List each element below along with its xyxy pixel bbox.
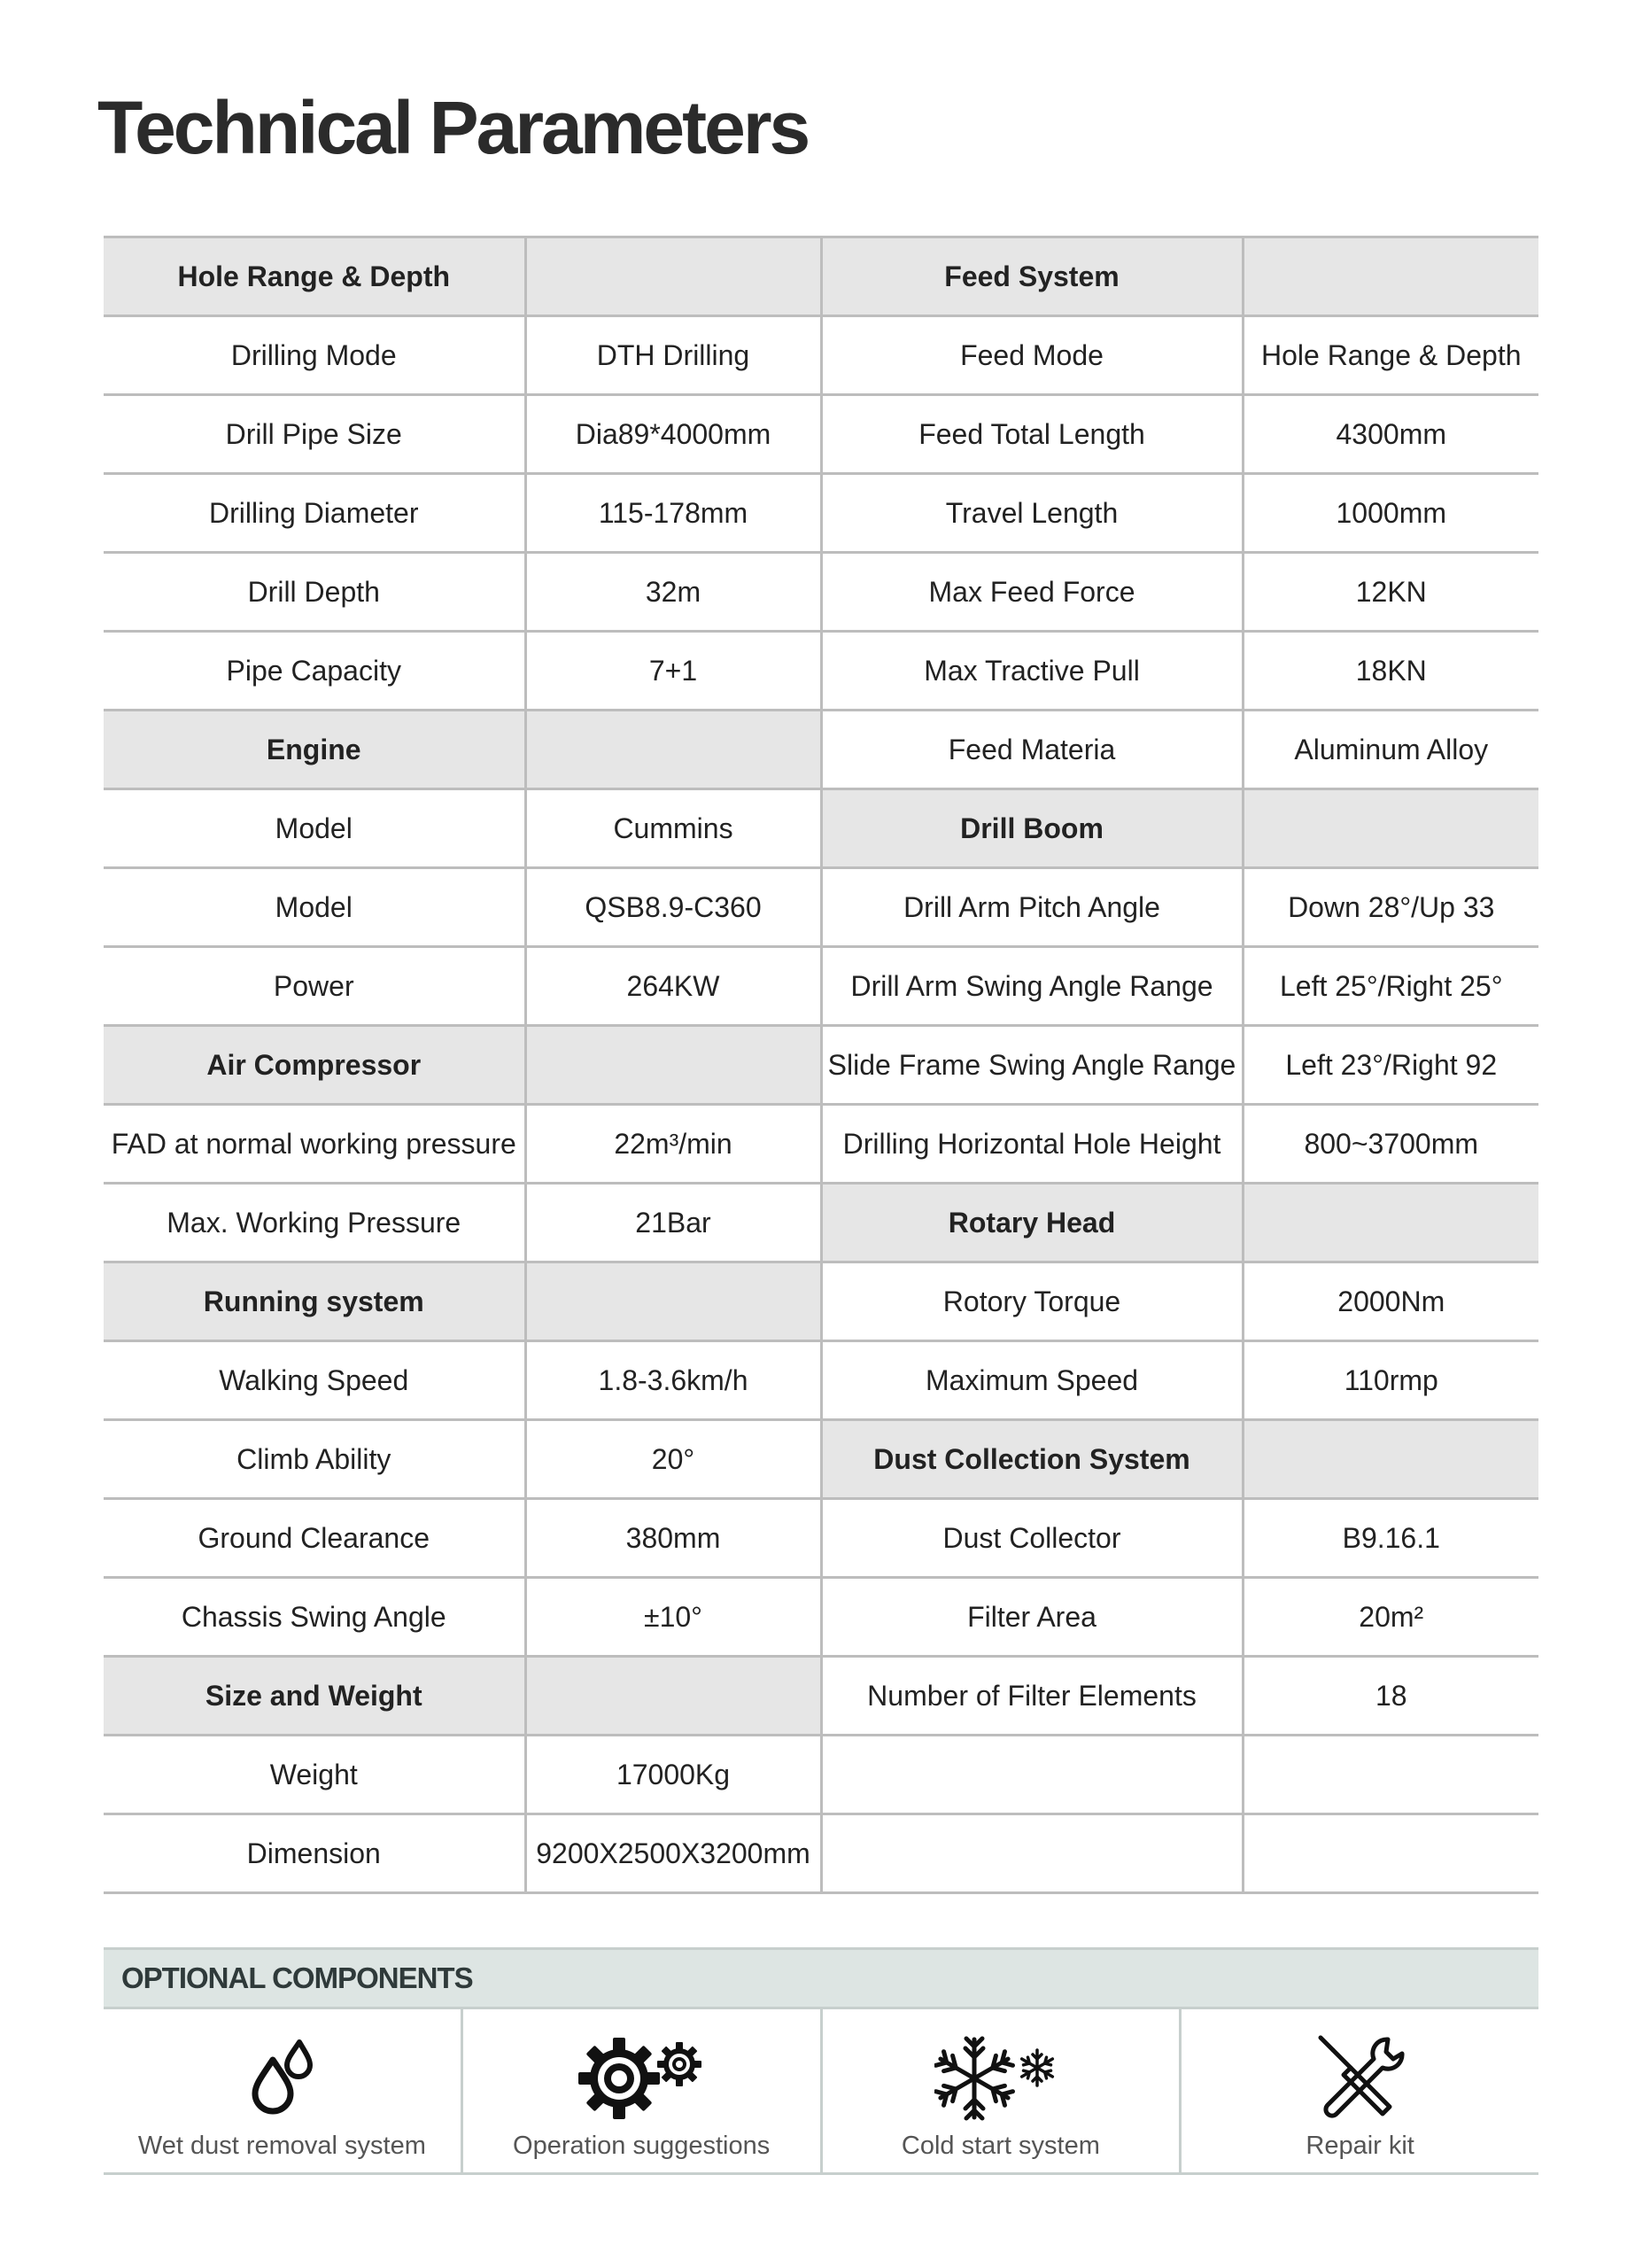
spec-cell: Feed Materia [821, 711, 1243, 789]
spec-row [104, 1026, 1538, 1105]
spec-row [104, 632, 1538, 711]
spec-cell: QSB8.9-C360 [525, 868, 821, 947]
spec-cell: 2000Nm [1243, 1262, 1538, 1341]
spec-cell: Max Tractive Pull [821, 632, 1243, 711]
spec-row [104, 1657, 1538, 1736]
section-header-cell: Engine [104, 711, 525, 789]
spec-row [104, 237, 1538, 316]
spec-cell [821, 1736, 1243, 1814]
spec-row [104, 1420, 1538, 1499]
spec-cell: Drilling Mode [104, 316, 525, 395]
section-header-cell [525, 711, 821, 789]
spec-row [104, 1736, 1538, 1814]
spec-cell: 18 [1243, 1657, 1538, 1736]
spec-row [104, 1341, 1538, 1420]
spec-cell: Pipe Capacity [104, 632, 525, 711]
spec-cell: 20° [525, 1420, 821, 1499]
spec-cell: Left 25°/Right 25° [1243, 947, 1538, 1026]
optional-item-cold-start [820, 2009, 1180, 2172]
spec-cell: Dust Collector [821, 1499, 1243, 1578]
spec-cell: Dimension [104, 1814, 525, 1893]
spec-cell: Drilling Diameter [104, 474, 525, 553]
spec-cell: Drill Depth [104, 553, 525, 632]
spec-cell [821, 1814, 1243, 1893]
technical-parameters-table [104, 236, 1538, 1894]
spec-row [104, 1814, 1538, 1893]
optional-item-operation-suggestions [461, 2009, 820, 2172]
gears-icon [575, 2032, 708, 2121]
spec-cell: Down 28°/Up 33 [1243, 868, 1538, 947]
spec-cell: Ground Clearance [104, 1499, 525, 1578]
spec-row [104, 947, 1538, 1026]
spec-cell: 12KN [1243, 553, 1538, 632]
spec-cell: Max Feed Force [821, 553, 1243, 632]
spec-cell: B9.16.1 [1243, 1499, 1538, 1578]
section-header-cell: Dust Collection System [821, 1420, 1243, 1499]
spec-cell: 110rmp [1243, 1341, 1538, 1420]
spec-cell: Cummins [525, 789, 821, 868]
spec-row [104, 395, 1538, 474]
optional-item-label: Cold start system [901, 2132, 1100, 2160]
section-header-cell: Feed System [821, 237, 1243, 316]
spec-row [104, 474, 1538, 553]
section-header-cell: Drill Boom [821, 789, 1243, 868]
spec-row [104, 316, 1538, 395]
optional-item-label: Repair kit [1306, 2132, 1414, 2160]
spec-row [104, 1499, 1538, 1578]
section-header-cell: Size and Weight [104, 1657, 525, 1736]
section-header-cell: Rotary Head [821, 1184, 1243, 1262]
spec-cell: Feed Mode [821, 316, 1243, 395]
spec-cell: 800~3700mm [1243, 1105, 1538, 1184]
tools-icon [1312, 2032, 1409, 2121]
spec-cell: 22m³/min [525, 1105, 821, 1184]
section-header-cell [1243, 1184, 1538, 1262]
spec-cell [1243, 1736, 1538, 1814]
spec-row [104, 553, 1538, 632]
spec-cell: Walking Speed [104, 1341, 525, 1420]
spec-cell: FAD at normal working pressure [104, 1105, 525, 1184]
spec-cell: 380mm [525, 1499, 821, 1578]
optional-components-title: OPTIONAL COMPONENTS [121, 1961, 473, 1994]
snowflake-icon [934, 2032, 1067, 2121]
section-header-cell [1243, 1420, 1538, 1499]
spec-table-body [104, 237, 1538, 1893]
spec-cell: 1.8-3.6km/h [525, 1341, 821, 1420]
spec-cell: Number of Filter Elements [821, 1657, 1243, 1736]
spec-cell: Power [104, 947, 525, 1026]
spec-cell: 7+1 [525, 632, 821, 711]
spec-cell: 21Bar [525, 1184, 821, 1262]
section-header-cell [525, 1657, 821, 1736]
spec-cell: Weight [104, 1736, 525, 1814]
spec-row [104, 711, 1538, 789]
spec-cell: Dia89*4000mm [525, 395, 821, 474]
spec-cell: Drill Pipe Size [104, 395, 525, 474]
section-header-cell: Air Compressor [104, 1026, 525, 1105]
spec-cell: 115-178mm [525, 474, 821, 553]
spec-row [104, 1184, 1538, 1262]
optional-item-label: Wet dust removal system [137, 2132, 426, 2160]
water-drops-icon [246, 2032, 317, 2121]
spec-cell: Chassis Swing Angle [104, 1578, 525, 1657]
optional-item-repair-kit [1179, 2009, 1538, 2172]
spec-cell: Model [104, 868, 525, 947]
spec-cell: 264KW [525, 947, 821, 1026]
spec-row [104, 1105, 1538, 1184]
spec-cell: 32m [525, 553, 821, 632]
spec-cell: 4300mm [1243, 395, 1538, 474]
optional-components-row [104, 2009, 1538, 2175]
section-header-cell [1243, 789, 1538, 868]
spec-cell: Feed Total Length [821, 395, 1243, 474]
spec-row [104, 789, 1538, 868]
spec-cell: Drill Arm Swing Angle Range [821, 947, 1243, 1026]
section-header-cell: Hole Range & Depth [104, 237, 525, 316]
spec-cell: Model [104, 789, 525, 868]
spec-cell: Climb Ability [104, 1420, 525, 1499]
spec-cell: Rotory Torque [821, 1262, 1243, 1341]
section-header-cell [525, 237, 821, 316]
spec-row [104, 1262, 1538, 1341]
page-title: Technical Parameters [97, 86, 809, 169]
spec-cell: 20m² [1243, 1578, 1538, 1657]
section-header-cell: Running system [104, 1262, 525, 1341]
spec-cell: 18KN [1243, 632, 1538, 711]
section-header-cell [1243, 237, 1538, 316]
optional-components-section [104, 1947, 1538, 2175]
spec-cell: 17000Kg [525, 1736, 821, 1814]
spec-cell: 1000mm [1243, 474, 1538, 553]
spec-cell [1243, 1814, 1538, 1893]
spec-cell: Aluminum Alloy [1243, 711, 1538, 789]
section-header-cell [525, 1262, 821, 1341]
spec-cell: Drill Arm Pitch Angle [821, 868, 1243, 947]
optional-item-wet-dust-removal [104, 2009, 461, 2172]
spec-cell: Hole Range & Depth [1243, 316, 1538, 395]
spec-row [104, 1578, 1538, 1657]
spec-cell: Filter Area [821, 1578, 1243, 1657]
section-header-cell [525, 1026, 821, 1105]
optional-item-label: Operation suggestions [513, 2132, 771, 2160]
spec-cell: ±10° [525, 1578, 821, 1657]
spec-row [104, 868, 1538, 947]
spec-cell: Max. Working Pressure [104, 1184, 525, 1262]
spec-cell: Maximum Speed [821, 1341, 1243, 1420]
optional-components-header [104, 1947, 1538, 2009]
spec-cell: Drilling Horizontal Hole Height [821, 1105, 1243, 1184]
spec-cell: 9200X2500X3200mm [525, 1814, 821, 1893]
spec-cell: DTH Drilling [525, 316, 821, 395]
spec-cell: Travel Length [821, 474, 1243, 553]
spec-cell: Left 23°/Right 92 [1243, 1026, 1538, 1105]
spec-cell: Slide Frame Swing Angle Range [821, 1026, 1243, 1105]
